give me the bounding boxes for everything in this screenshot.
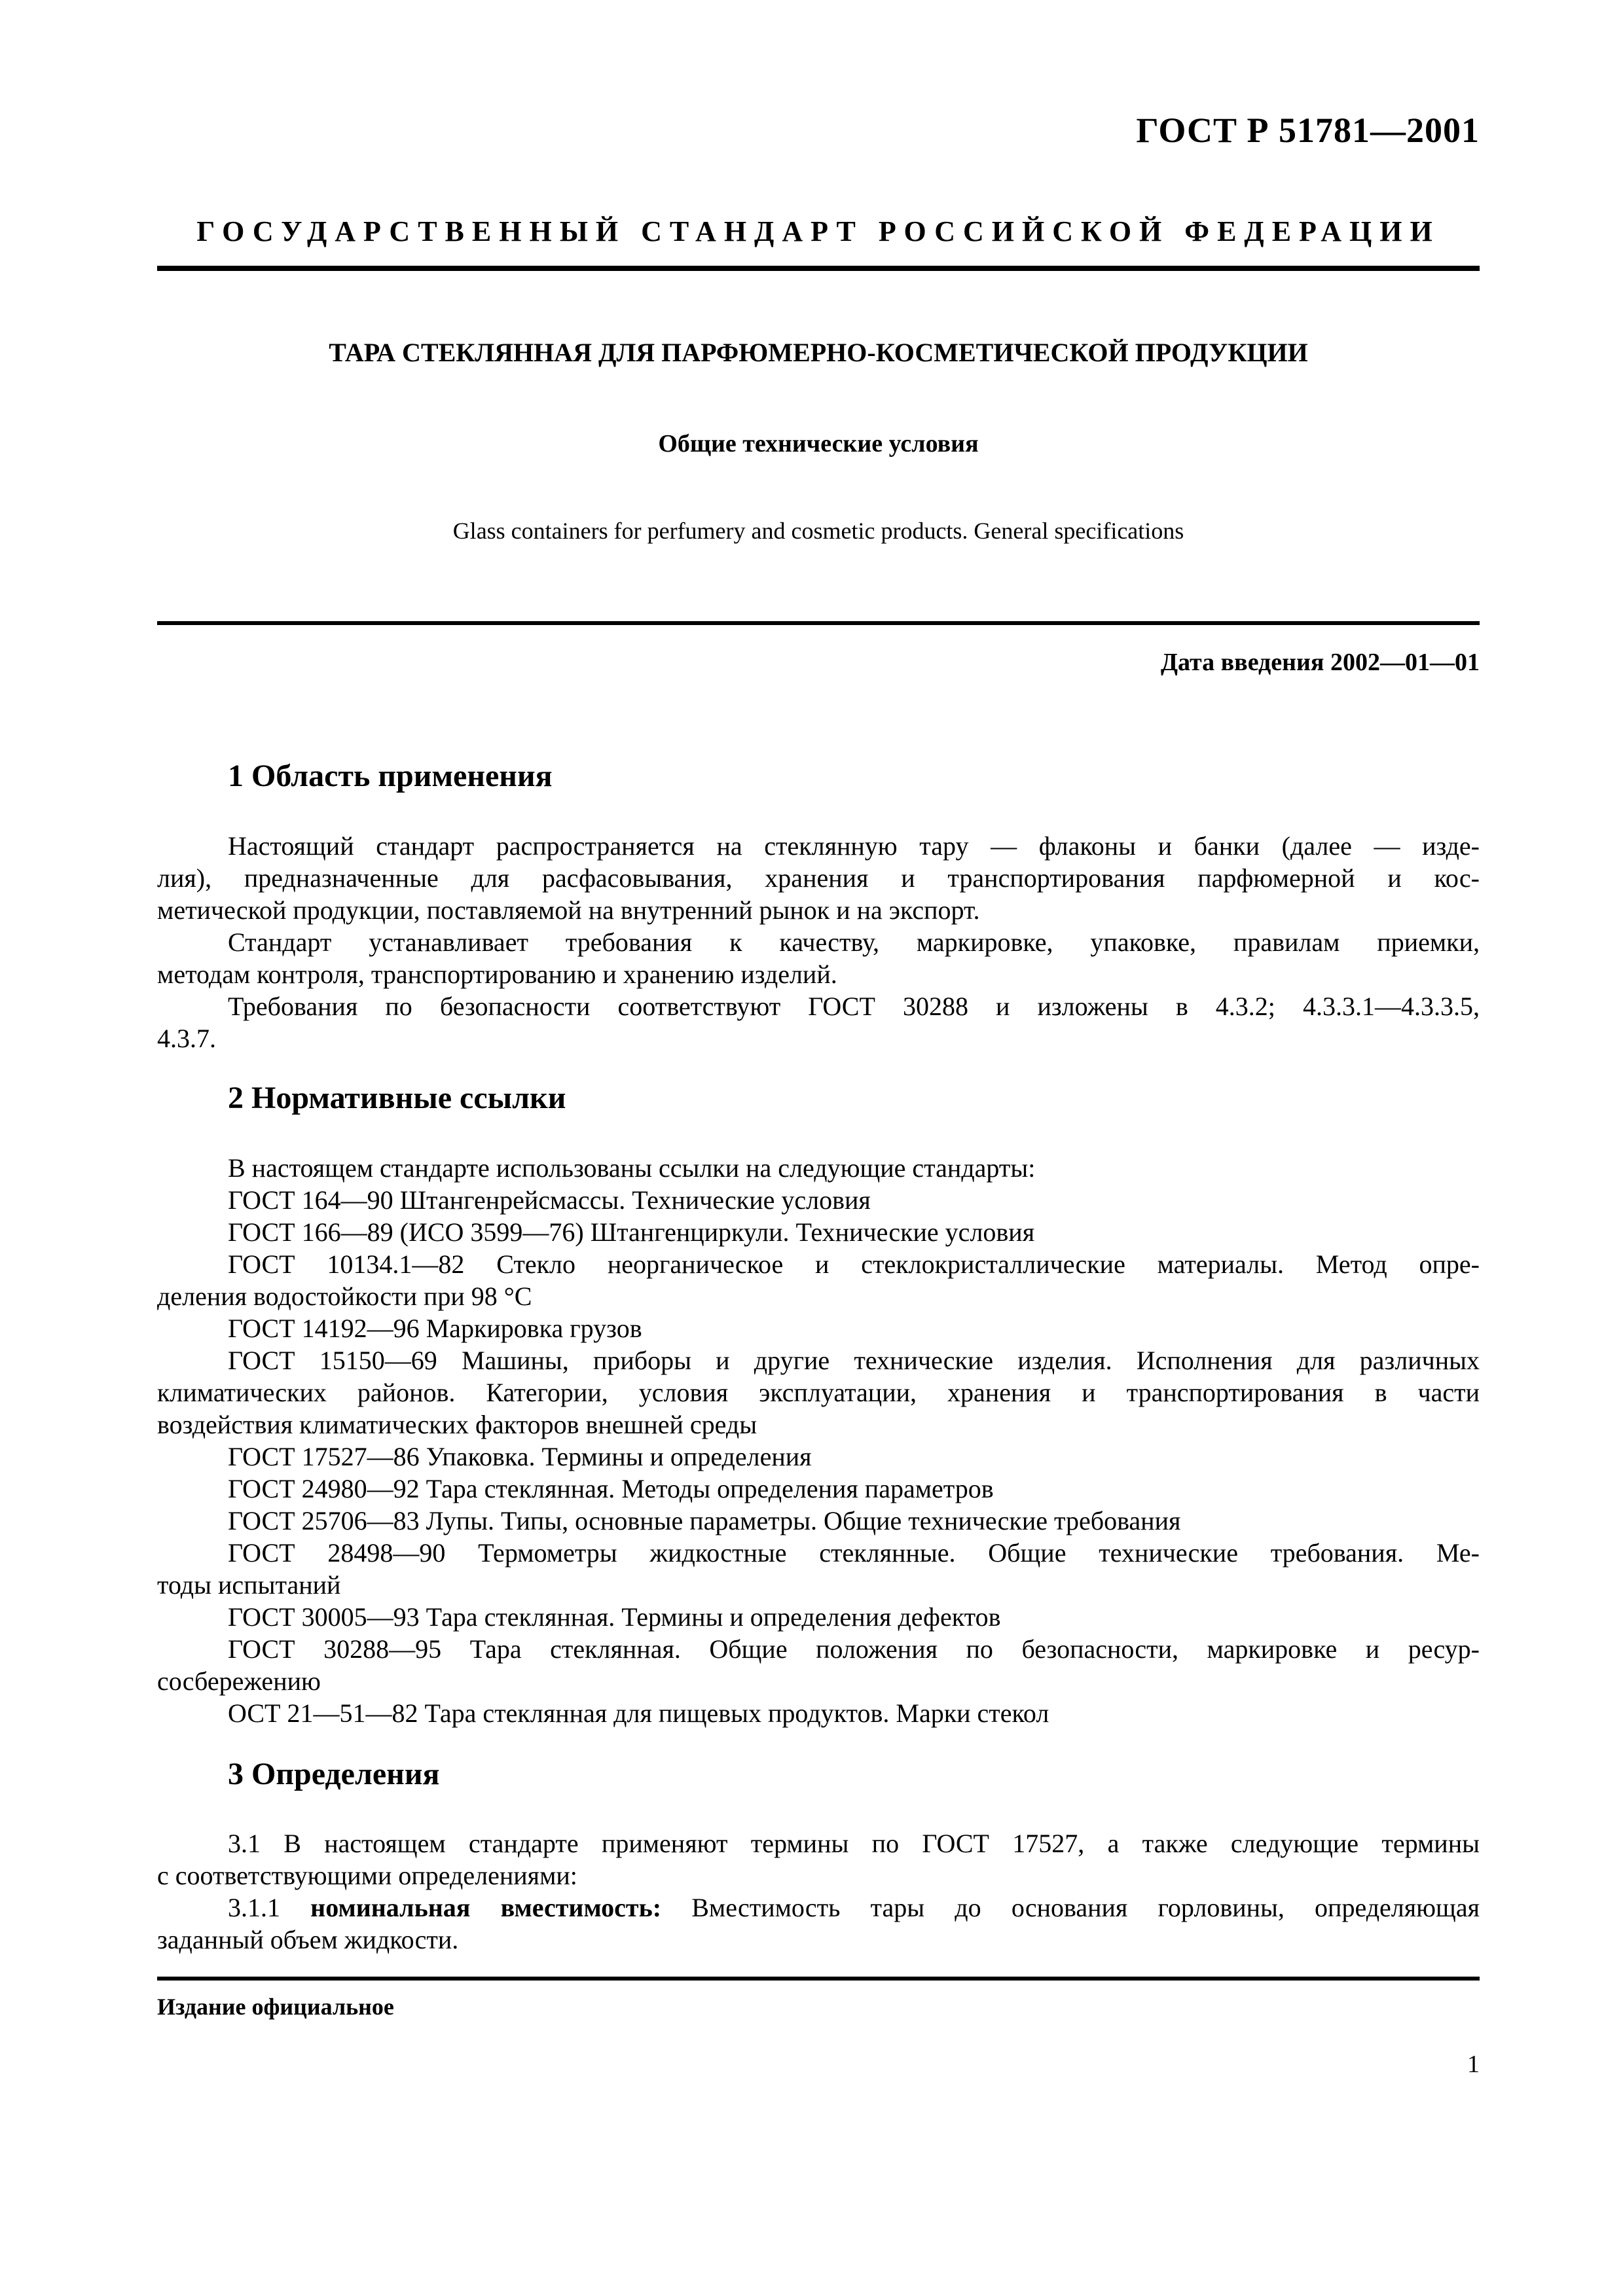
- references-list: [157, 1152, 1480, 1729]
- definition-text: Вместимость тары до основания горловины, определяющая: [661, 1893, 1480, 1922]
- text-line: Стандарт устанавливает требования к качеству, маркировке, упаковке, правилам приемки,: [228, 927, 1480, 957]
- text-line: лия), предназначенные для расфасовывания, хранения и транспортирования парфюмерной и кос-: [157, 863, 1480, 893]
- state-standard-heading: ГОСУДАРСТВЕННЫЙ СТАНДАРТ РОССИЙСКОЙ ФЕДЕРАЦИИ: [196, 215, 1440, 247]
- definition-number: 3.1.1: [228, 1893, 311, 1922]
- reference-item: ОСТ 21—51—82 Тара стеклянная для пищевых продуктов. Марки стекол: [228, 1698, 1049, 1728]
- definition-term: номинальная вместимость:: [310, 1893, 662, 1922]
- reference-item: ГОСТ 166—89 (ИСО 3599—76) Штангенциркули. Технические условия: [228, 1217, 1035, 1247]
- document-title: ТАРА СТЕКЛЯННАЯ ДЛЯ ПАРФЮМЕРНО-КОСМЕТИЧЕСКОЙ ПРОДУКЦИИ: [329, 338, 1308, 367]
- document-page: [157, 0, 1480, 2296]
- text-line: В настоящем стандарте использованы ссылки на следующие стандарты:: [228, 1153, 1036, 1183]
- official-edition-label: Издание официальное: [157, 1994, 394, 2020]
- reference-item: ГОСТ 28498—90 Термометры жидкостные стеклянные. Общие технические требования. Ме-: [228, 1538, 1480, 1568]
- footer-rule: [157, 1977, 1480, 1981]
- standard-code: ГОСТ Р 51781—2001: [1136, 111, 1480, 150]
- header-rule: [157, 266, 1480, 271]
- reference-item: ГОСТ 24980—92 Тара стеклянная. Методы определения параметров: [228, 1474, 994, 1503]
- reference-item: воздействия климатических факторов внешней среды: [157, 1410, 757, 1439]
- reference-item: ГОСТ 17527—86 Упаковка. Термины и определения: [228, 1442, 812, 1471]
- text-line: с соответствующими определениями:: [157, 1861, 577, 1890]
- reference-item: климатических районов. Категории, условия эксплуатации, хранения и транспортирования в части: [157, 1378, 1480, 1407]
- title-rule: [157, 621, 1480, 625]
- section-heading: 1 Область применения: [228, 759, 553, 793]
- text-line: 4.3.7.: [157, 1024, 216, 1053]
- paragraph: [157, 1827, 1480, 1956]
- text-line: Требования по безопасности соответствуют ГОСТ 30288 и изложены в 4.3.2; 4.3.3.1—4.3.3.5,: [228, 992, 1480, 1021]
- section-heading: 3 Определения: [228, 1757, 440, 1791]
- reference-item: ГОСТ 30005—93 Тара стеклянная. Термины и определения дефектов: [228, 1602, 1001, 1632]
- text-line: 3.1 В настоящем стандарте применяют термины по ГОСТ 17527, а также следующие термины: [228, 1829, 1480, 1858]
- reference-item: ГОСТ 15150—69 Машины, приборы и другие технические изделия. Исполнения для различных: [228, 1346, 1480, 1375]
- definition-line: [157, 1892, 1480, 1924]
- page-number: 1: [1467, 2051, 1480, 2078]
- reference-item: сосбережению: [157, 1666, 321, 1696]
- reference-item: тоды испытаний: [157, 1570, 341, 1600]
- section-heading: 2 Нормативные ссылки: [228, 1081, 566, 1115]
- document-subtitle: Общие технические условия: [658, 430, 979, 457]
- introduction-date: Дата введения 2002—01—01: [1160, 649, 1480, 676]
- paragraph: [157, 830, 1480, 1054]
- english-title: Glass containers for perfumery and cosmetic products. General specifications: [452, 518, 1184, 544]
- reference-item: ГОСТ 164—90 Штангенрейсмассы. Технические условия: [228, 1185, 871, 1215]
- text-line: метической продукции, поставляемой на внутренний рынок и на экспорт.: [157, 895, 980, 925]
- reference-item: ГОСТ 25706—83 Лупы. Типы, основные параметры. Общие технические требования: [228, 1506, 1181, 1535]
- text-line: Настоящий стандарт распространяется на стеклянную тару — флаконы и банки (далее — изде-: [228, 831, 1480, 861]
- text-line: методам контроля, транспортированию и хранению изделий.: [157, 960, 837, 989]
- reference-item: ГОСТ 10134.1—82 Стекло неорганическое и стеклокристаллические материалы. Метод опре-: [228, 1249, 1480, 1279]
- text-line: заданный объем жидкости.: [157, 1925, 459, 1954]
- reference-item: ГОСТ 14192—96 Маркировка грузов: [228, 1314, 642, 1343]
- reference-item: ГОСТ 30288—95 Тара стеклянная. Общие положения по безопасности, маркировке и ресур-: [228, 1634, 1480, 1664]
- reference-item: деления водостойкости при 98 °С: [157, 1282, 532, 1311]
